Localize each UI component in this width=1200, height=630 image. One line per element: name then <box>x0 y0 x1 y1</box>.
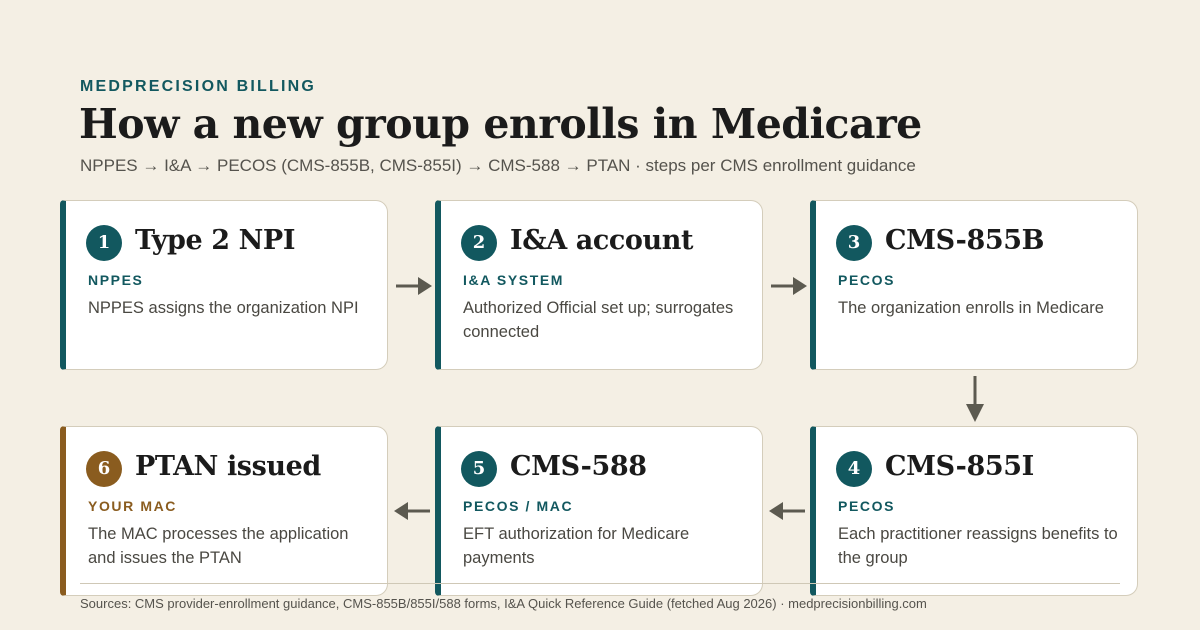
step-card-4 <box>810 426 1138 596</box>
arrow-left-icon <box>392 499 432 523</box>
arrow-down-icon <box>963 374 987 424</box>
step-description: The organization enrolls in Medicare <box>838 299 1104 317</box>
step-card-6 <box>60 426 388 596</box>
step-system-tag: I&A SYSTEM <box>463 272 565 288</box>
step-card-1 <box>60 200 388 370</box>
step-title: CMS-855I <box>885 451 1034 482</box>
step-system-tag: NPPES <box>88 272 144 288</box>
step-number-badge: 6 <box>86 451 122 487</box>
step-number-badge: 3 <box>836 225 872 261</box>
page-subtitle: NPPES → I&A → PECOS (CMS-855B, CMS-855I) → CMS-588 → PTAN · steps per CMS enrollment guidance <box>80 156 916 175</box>
step-number-badge: 5 <box>461 451 497 487</box>
step-card-3 <box>810 200 1138 370</box>
arrow-left-icon <box>767 499 807 523</box>
step-description: The MAC processes the application and issues the PTAN <box>88 525 349 567</box>
step-title: I&A account <box>510 225 694 256</box>
step-title: PTAN issued <box>135 451 321 482</box>
page-title: How a new group enrolls in Medicare <box>79 100 922 148</box>
step-description: Each practitioner reassigns benefits to the group <box>838 525 1118 567</box>
step-number-badge: 4 <box>836 451 872 487</box>
arrow-right-icon <box>769 274 809 298</box>
step-system-tag: PECOS <box>838 498 896 514</box>
step-title: CMS-588 <box>510 451 647 482</box>
step-system-tag: PECOS <box>838 272 896 288</box>
step-title: CMS-855B <box>885 225 1045 256</box>
step-description: Authorized Official set up; surrogates connected <box>463 299 734 341</box>
step-system-tag: PECOS / MAC <box>463 498 574 514</box>
brand-eyebrow: MEDPRECISION BILLING <box>80 78 317 95</box>
step-card-5 <box>435 426 763 596</box>
sources-note: Sources: CMS provider-enrollment guidance, CMS-855B/855I/588 forms, I&A Quick Reference Guide (fetched Aug 2026) · medprecisionbilling.com <box>80 596 927 611</box>
step-system-tag: YOUR MAC <box>88 498 178 514</box>
step-card-2 <box>435 200 763 370</box>
step-description: EFT authorization for Medicare payments <box>463 525 690 567</box>
footer-divider <box>80 583 1120 584</box>
step-number-badge: 2 <box>461 225 497 261</box>
step-number-badge: 1 <box>86 225 122 261</box>
arrow-right-icon <box>394 274 434 298</box>
step-description: NPPES assigns the organization NPI <box>88 299 359 317</box>
step-title: Type 2 NPI <box>135 225 296 256</box>
